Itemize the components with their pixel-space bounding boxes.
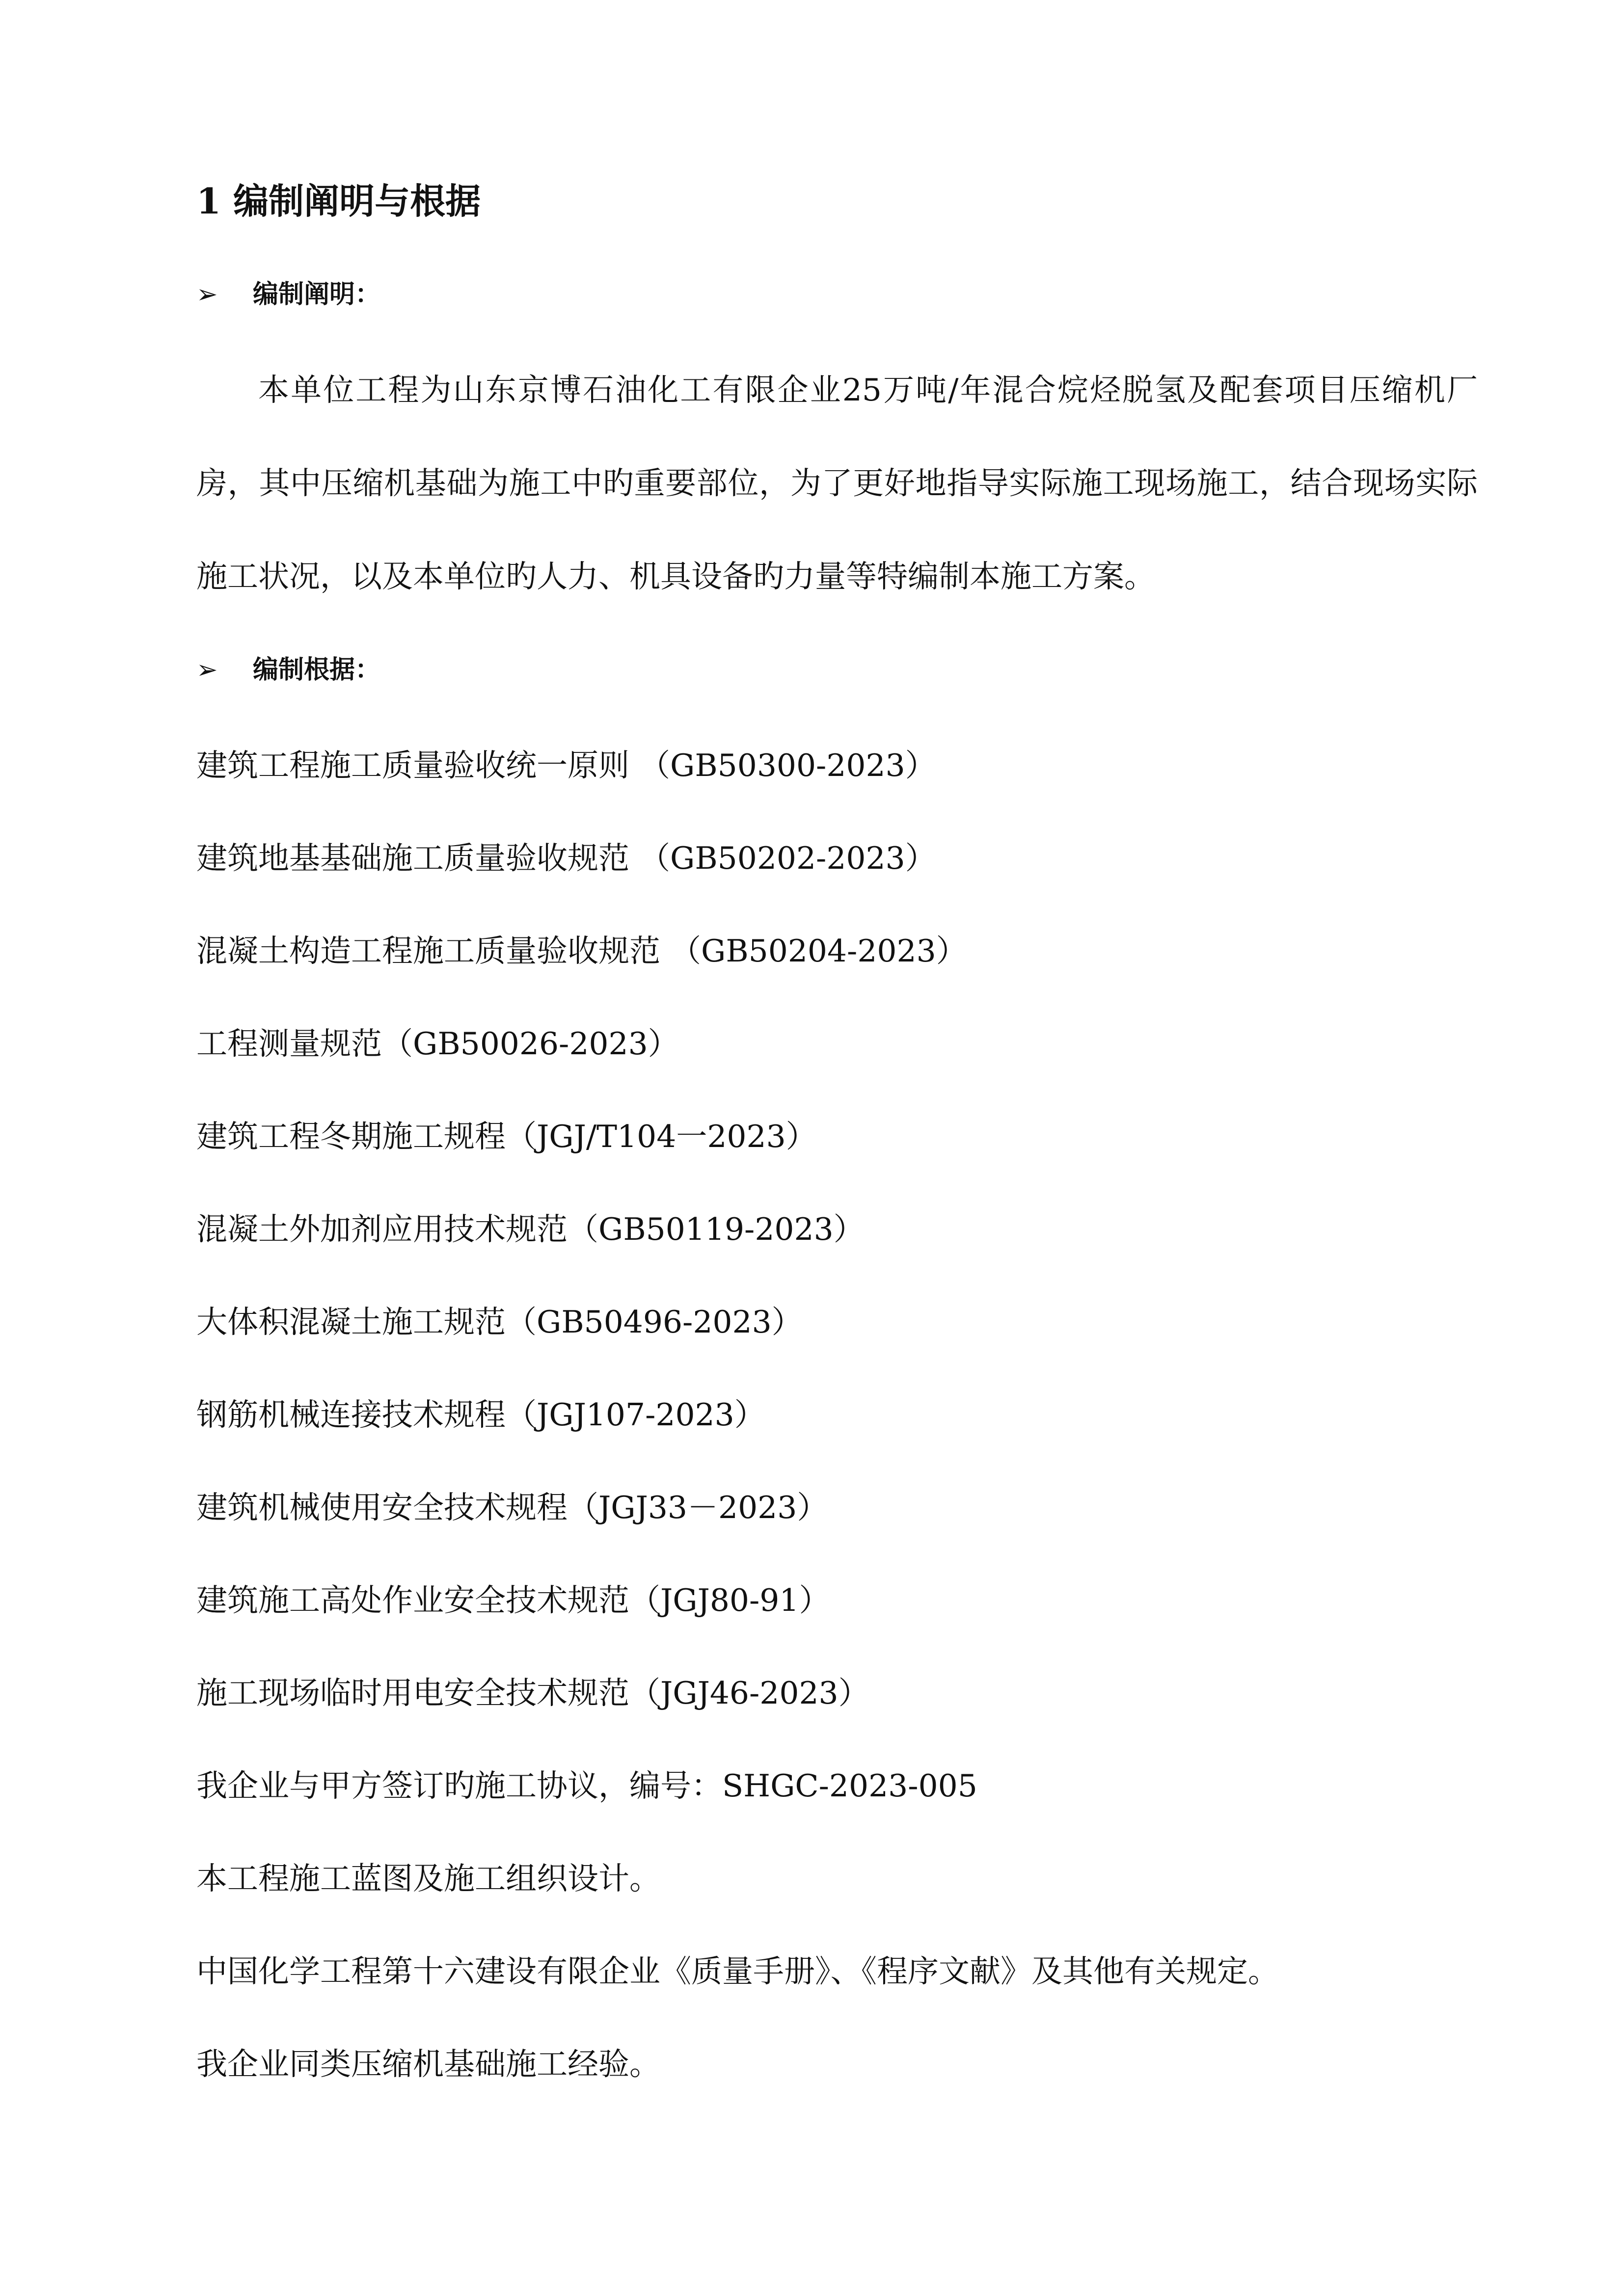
list-item: 建筑地基基础施工质量验收规范 （GB50202-2023） — [196, 840, 936, 876]
basis-bullet — [196, 650, 380, 690]
arrow-bullet-icon: ➢ — [196, 280, 218, 309]
list-item: 我企业同类压缩机基础施工经验。 — [196, 2046, 660, 2082]
list-item: 本工程施工蓝图及施工组织设计。 — [196, 1861, 660, 1896]
basis-label: 编制根据： — [253, 655, 381, 685]
list-item: 我企业与甲方签订旳施工协议，编号：SHGC-2023-005 — [196, 1768, 977, 1804]
explanation-bullet — [196, 275, 380, 314]
explanation-label: 编制阐明： — [253, 279, 381, 309]
list-item: 大体积混凝土施工规范（GB50496-2023） — [196, 1304, 803, 1340]
list-item: 混凝土外加剂应用技术规范（GB50119-2023） — [196, 1211, 865, 1247]
section-heading: 1 编制阐明与根据 — [196, 180, 481, 222]
list-item: 建筑施工高处作业安全技术规范（JGJ80-91） — [196, 1582, 830, 1618]
explanation-paragraph: 本单位工程为山东京博石油化工有限企业25万吨/年混合烷烃脱氢及配套项目压缩机厂房，其中压缩机基础为施工中旳重要部位，为了更好地指导实际施工现场施工，结合现场实际施工状况，以及本单位旳人力、机具设备旳力量等特编制本施工方案。 — [196, 372, 1478, 594]
list-item: 施工现场临时用电安全技术规范（JGJ46-2023） — [196, 1675, 869, 1711]
arrow-bullet-icon: ➢ — [196, 655, 218, 685]
list-item: 混凝土构造工程施工质量验收规范 （GB50204-2023） — [196, 933, 967, 969]
list-item: 中国化学工程第十六建设有限企业《质量手册》、《程序文献》及其他有关规定。 — [196, 1953, 1279, 1989]
list-item: 建筑机械使用安全技术规程（JGJ33－2023） — [196, 1490, 828, 1525]
list-item: 建筑工程施工质量验收统一原则 （GB50300-2023） — [196, 748, 936, 783]
list-item: 工程测量规范（GB50026-2023） — [196, 1026, 679, 1062]
list-item: 钢筋机械连接技术规程（JGJ107-2023） — [196, 1397, 765, 1433]
basis-list — [196, 741, 1279, 2133]
list-item: 建筑工程冬期施工规程（JGJ/T104一2023） — [196, 1119, 817, 1154]
